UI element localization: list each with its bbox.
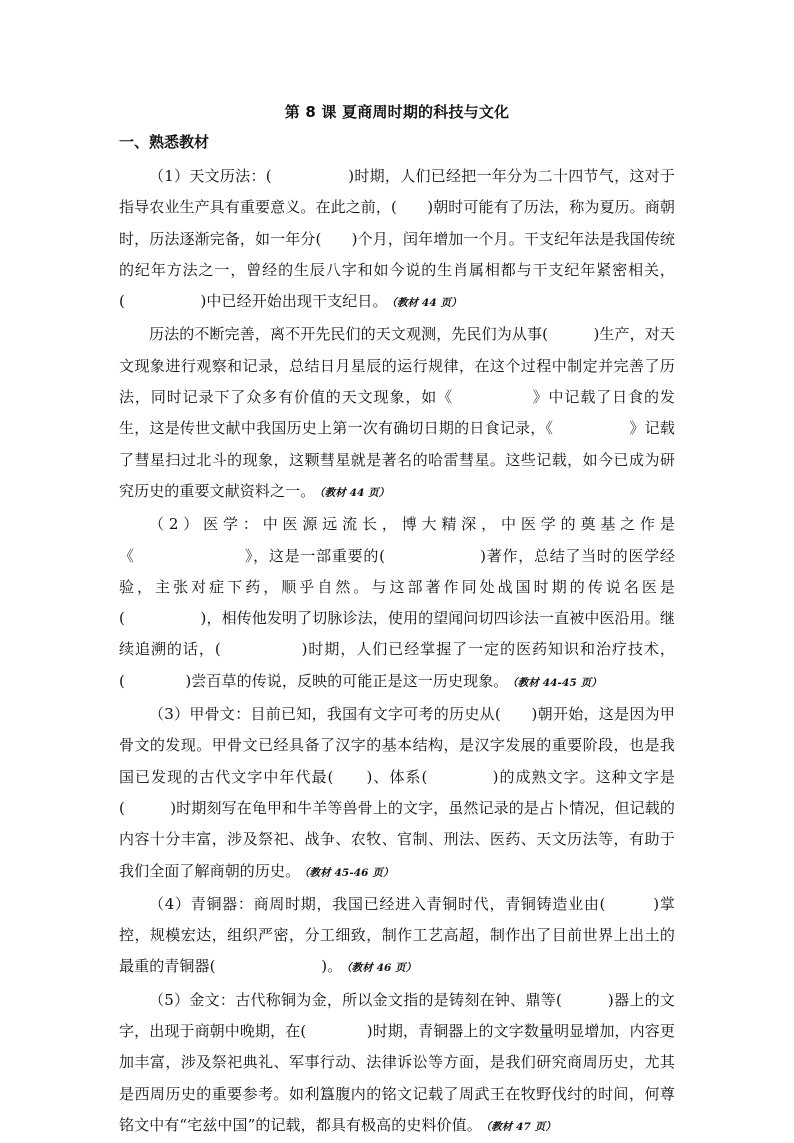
- paragraph-medicine: [119, 509, 675, 699]
- paragraph-text: （2）医学：中医源远流长，博大精深，中医学的奠基之作是《 》，这是一部重要的( )著作，总结了当时的医学经验，主张对症下药，顺乎自然。与这部著作同处战国时期的传说名医是( )，相传他发明了切脉诊法，使用的望闻问切四诊法一直被中医沿用。继续追溯的话，( )时期，人们已经掌握了一定的医药知识和治疗技术，( )尝百草的传说，反映的可能正是这一历史现象。: [119, 515, 675, 690]
- textbook-page-ref: （教材 46 页）: [346, 962, 417, 975]
- section-heading: 一、熟悉教材: [119, 133, 210, 151]
- paragraph-bronze: [119, 889, 675, 985]
- paragraph-text: （5）金文：古代称铜为金，所以金文指的是铸刻在钟、鼎等( )器上的文字，出现于商朝中晚期，在( )时期，青铜器上的文字数量明显增加，内容更加丰富，涉及祭祀典礼、军事行动、法律诉讼等方面，是我们研究商周历史，尤其是西周历史的重要参考。如利簋腹内的铭文记载了周武王在牧野伐纣的时间，何尊铭文中有“宅兹中国”的记载，都具有极高的史料价值。: [119, 990, 675, 1134]
- textbook-page-ref: （教材 45-46 页）: [304, 866, 394, 879]
- document-body: [119, 161, 675, 1143]
- textbook-page-ref: （教材 44 页）: [319, 486, 390, 499]
- paragraph-oracle-bone: [119, 699, 675, 889]
- paragraph-text: （3）甲骨文：目前已知，我国有文字可考的历史从( )朝开始，这是因为甲骨文的发现。甲骨文已经具备了汉字的基本结构，是汉字发展的重要阶段，也是我国已发现的古代文字中年代最( )、体系( )的成熟文字。这种文字是( )时期刻写在龟甲和牛羊等兽骨上的文字，虽然记录的是占卜情况，但记载的内容十分丰富，涉及祭祀、战争、农牧、官制、刑法、医药、天文历法等，有助于我们全面了解商朝的历史。: [119, 705, 675, 880]
- paragraph-bronze-inscription: [119, 985, 675, 1143]
- paragraph-text: 历法的不断完善，离不开先民们的天文观测，先民们为从事( )生产，对天文现象进行观察和记录，总结日月星辰的运行规律，在这个过程中制定并完善了历法，同时记录下了众多有价值的天文现象，如《 》中记载了日食的发生，这是传世文献中我国历史上第一次有确切日期的日食记录，《 》记载了彗星扫过北斗的现象，这颗彗星就是著名的哈雷彗星。这些记载，如今已成为研究历史的重要文献资料之一。: [119, 325, 675, 500]
- textbook-page-ref: （教材 44 页）: [391, 297, 462, 310]
- paragraph-astronomy: [119, 161, 675, 319]
- paragraph-text: （1）天文历法：( )时期，人们已经把一年分为二十四节气，这对于指导农业生产具有重要意义。在此之前，( )朝时可能有了历法，称为夏历。商朝时，历法逐渐完备，如一年分( )个月，闰年增加一个月。干支纪年法是我国传统的纪年方法之一，曾经的生辰八字和如今说的生肖属相都与干支纪年紧密相关，( )中已经开始出现干支纪日。: [119, 167, 675, 311]
- paragraph-text: （4）青铜器：商周时期，我国已经进入青铜时代，青铜铸造业由( )掌控，规模宏达，组织严密，分工细致，制作工艺高超，制作出了目前世界上出土的最重的青铜器( )。: [119, 894, 675, 976]
- textbook-page-ref: （教材 44-45 页）: [512, 676, 602, 689]
- textbook-page-ref: （教材 47 页）: [485, 1120, 556, 1133]
- page-title: 第 8 课 夏商周时期的科技与文化: [284, 103, 510, 121]
- paragraph-observation: [119, 319, 675, 509]
